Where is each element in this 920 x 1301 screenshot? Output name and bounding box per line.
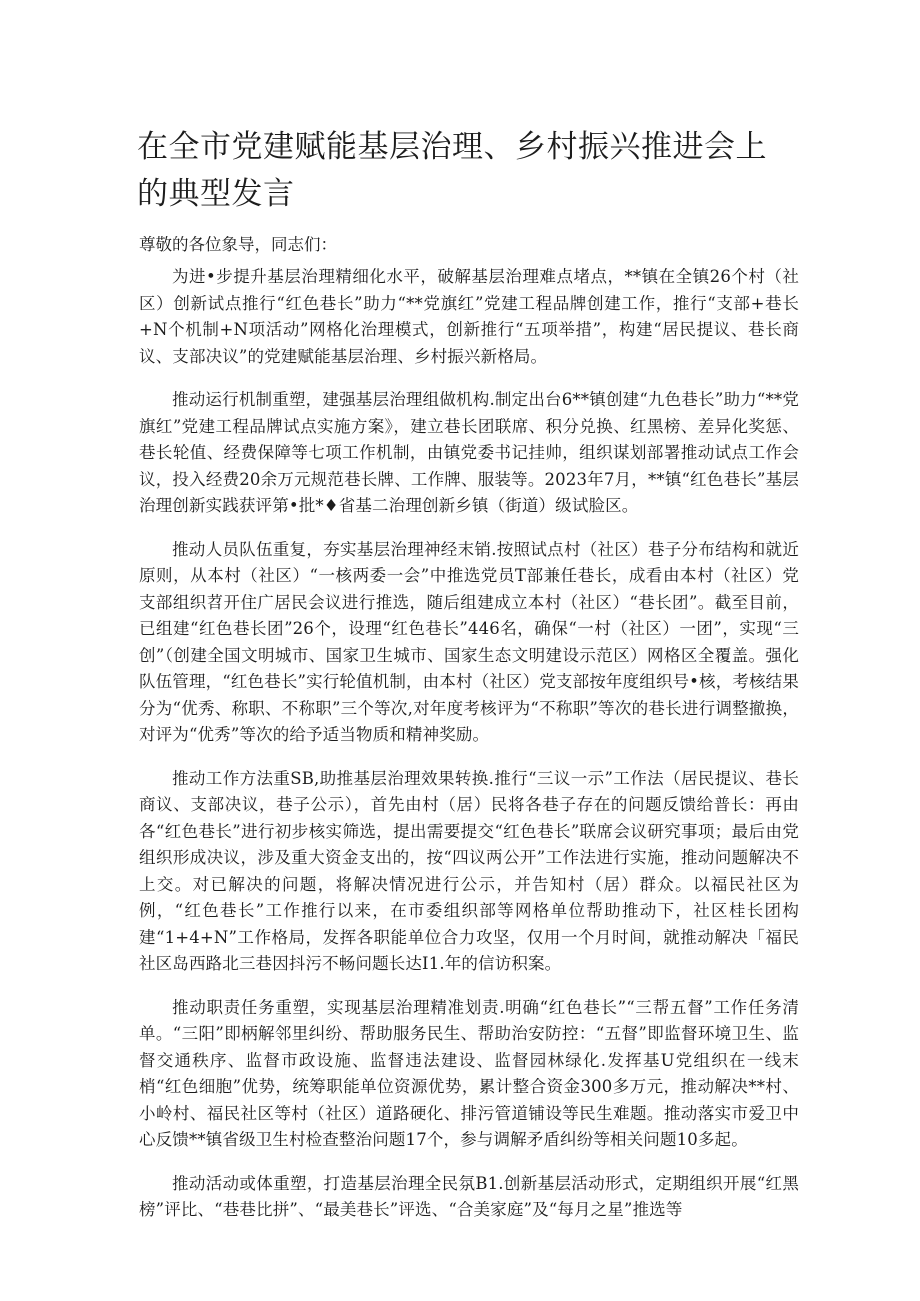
salutation: 尊敬的各位象导，同志们：: [139, 235, 337, 254]
paragraph-intro: 为进•步提升基层治理精细化水平，破解基层治理难点堵点，**镇在全镇26个村（社区）创新试点推行“红色巷长”助力“**党旗红”党建工程品牌创建工作，推行“支部+巷长+N个机制+N项活动”网格化治理模式，创新推行“五项举措”，构建“居民提议、巷长商议、支部决议”的党建赋能基层治理、乡村振兴新格局。: [139, 267, 799, 366]
paragraph-duties: 推动职责任务重塑，实现基层治理精准划责.明确“红色巷长”“三帮五督”工作任务清单。“三阳”即柄解邻里纠纷、帮助服务民生、帮助治安防控：“五督”即监督环境卫生、监督交通秩序、监督市政设施、监督违法建设、监督园林绿化.发挥基U党组织在一线末梢“红色细胞”优势，统筹职能单位资源优势，累计整合资金300多万元，推动解决**村、小岭村、福民社区等村（社区）道路硬化、排污管道铺设等民生难题。推动落实市爱卫中心反馈**镇省级卫生村检查整治问题17个，参与调解矛盾纠纷等相关问题10多起。: [139, 997, 799, 1149]
paragraph-activities: 推动活动或体重塑，打造基层治理全民氛B1.创新基层活动形式，定期组织开展“红黑榜”评比、“巷巷比拼”、“最美巷长”评选、“合美家庭”及“每月之星”推选等: [139, 1173, 799, 1219]
paragraph-method: 推动工作方法重SB,助推基层治理效果转换.推行“三议一示”工作法（居民提议、巷长商议、支部决议，巷子公示），首先由村（居）民将各巷子存在的问题反馈给普长：再由各“红色巷长”进行初步核实筛选，提出需要提交“红色巷长”联席会议研究事项；最后由党组织形成决议，涉及重大资金支出的，按“四议两公开”工作法进行实施，推动问题解决不上交。对已解决的问题，将解决情况进行公示，并告知村（居）群众。以福民社区为例，“红色巷长”工作推行以来，在市委组织部等网格单位帮助推动下，社区桂长团构建“1+4+N”工作格局，发挥各职能单位合力攻坚，仅用一个月时间，就推动解决「福民社区岛西路北三巷因抖污不畅问题长达I1.年的信访积案。: [139, 768, 799, 973]
paragraph-mechanism: 推动运行机制重塑，建强基层治理组做机构.制定出台6**镇创建“九色巷长”助力“**党旗红”党建工程品牌试点实施方案》，建立巷长团联席、积分兑换、红黑榜、差异化奖惩、巷长轮值、经费保障等七项工作机制，由镇党委书记挂帅，组织谋划部署推动试点工作会议，投入经费20余万元规范巷长牌、工作牌、服装等。2023年7月，**镇“红色巷长”基层治理创新实践获评第•批*♦省基二治理创新乡镇（街道）级试脸区。: [139, 390, 799, 515]
paragraph-personnel: 推动人员队伍重复，夯实基层治理神经末销.按照试点村（社区）巷子分布结构和就近原则，从本村（社区）“一核两委一会”中推选党员T部兼任巷长，成看由本村（社区）党支部组织苕开住广居民会议进行推选，随后组建成立本村（社区）“巷长团”。截至目前，已组建“红色巷长团”26个，设理“红色巷长”446名，确保“一村（社区）一团”，实现“三创”（创建全国文明城市、国家卫生城市、国家生态文明建设示范区）网格区全覆盖。强化队伍管理，“红色巷长”实行轮值机制，由本村（社区）党支部按年度组织号•核，考核结果分为“优秀、称职、不称职”三个等次,对年度考核评为“不称职”等次的巷长进行调整撤换，对评为“优秀”等次的给予适当物质和精神奖励。: [139, 539, 799, 744]
document-body: [139, 264, 799, 1241]
document-title: 在全市党建赋能基层治理、乡村振兴推进会上的典型发言: [137, 129, 767, 212]
